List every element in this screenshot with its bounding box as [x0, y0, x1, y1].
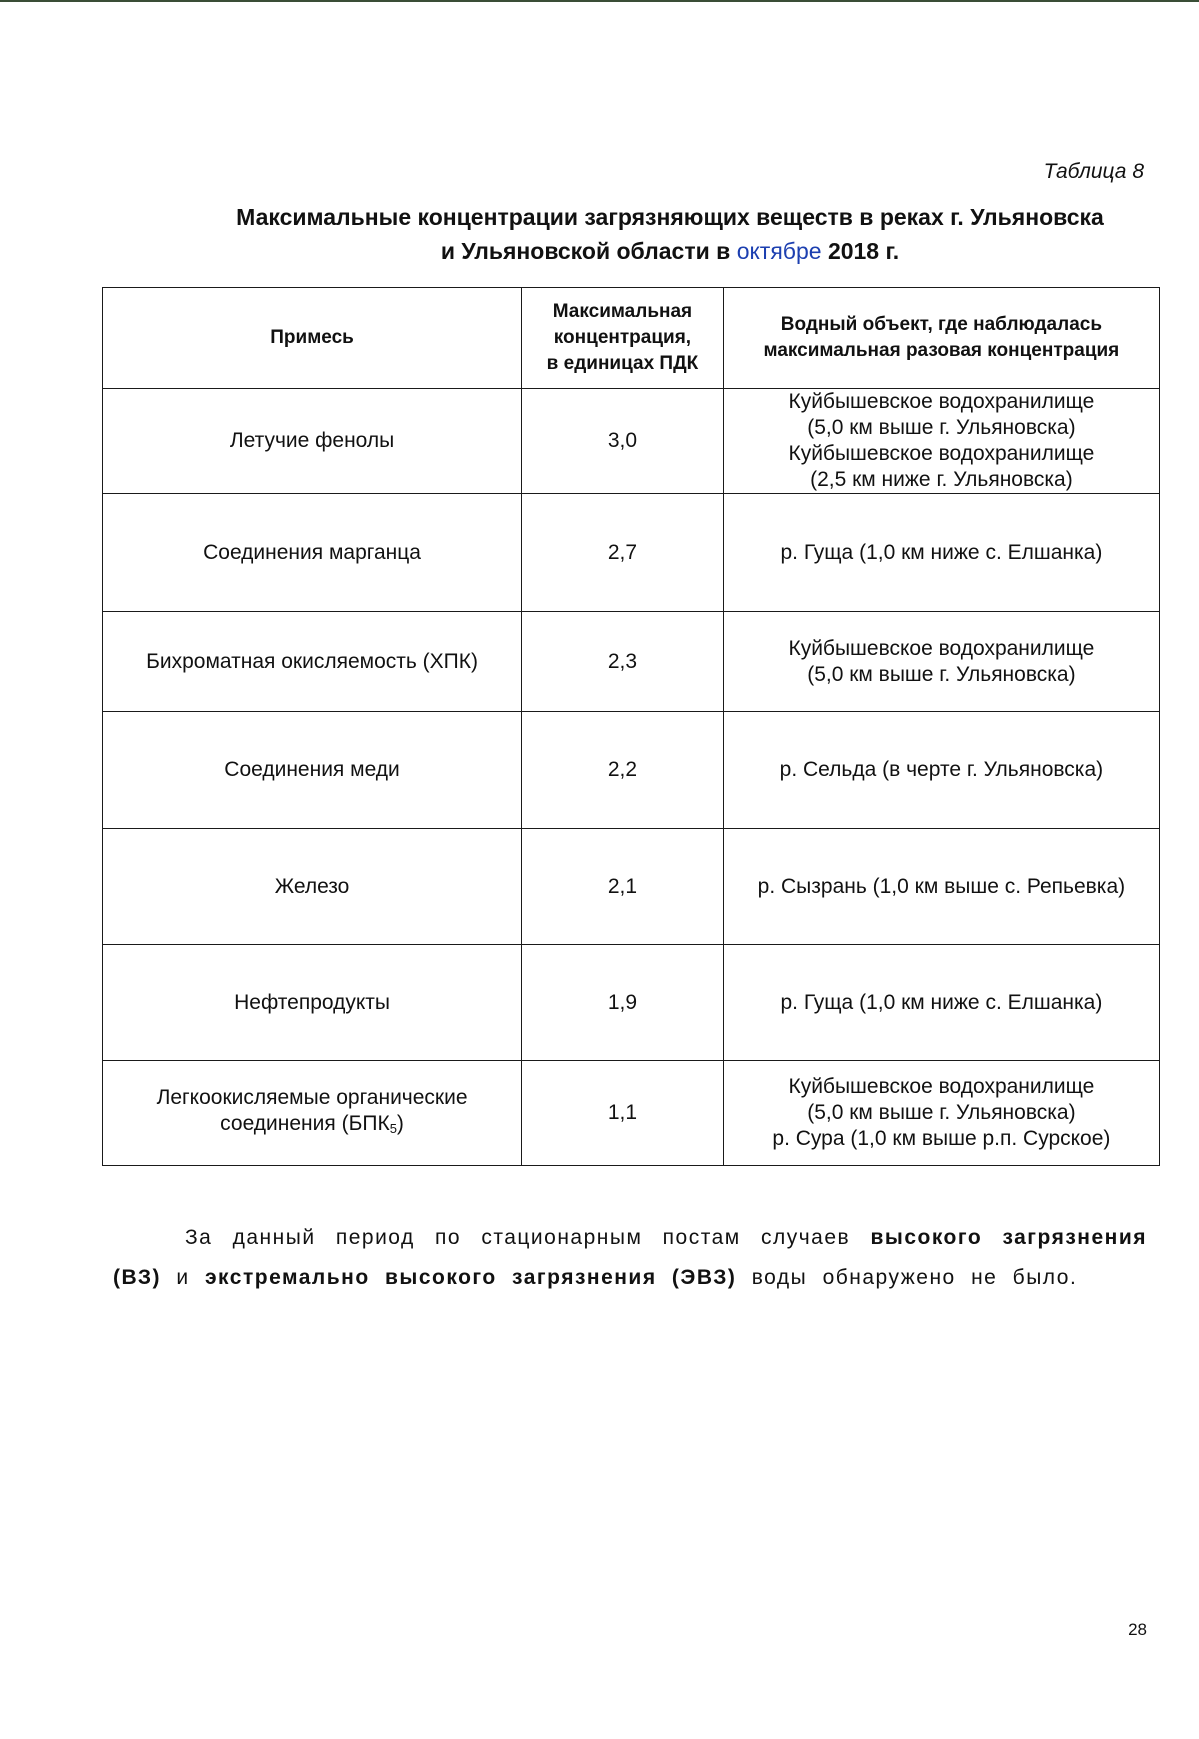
title-line-1: Максимальные концентрации загрязняющих веществ в реках г. Ульяновска: [236, 204, 1104, 230]
cell-substance: Бихроматная окисляемость (ХПК): [103, 612, 522, 712]
cell-substance: Соединения меди: [103, 712, 522, 829]
cell-substance: Железо: [103, 829, 522, 945]
subscript: 5: [389, 1120, 397, 1136]
header-max-concentration: Максимальная концентрация, в единицах ПДК: [522, 288, 724, 389]
table-header-row: [103, 288, 1160, 389]
table-row: [103, 945, 1160, 1061]
cell-value: 2,1: [522, 829, 724, 945]
cell-location: р. Сызрань (1,0 км выше с. Репьевка): [723, 829, 1159, 945]
title-month: октябре: [736, 238, 822, 264]
cell-value: 2,2: [522, 712, 724, 829]
cell-value: 1,9: [522, 945, 724, 1061]
cell-substance: Летучие фенолы: [103, 389, 522, 494]
header-substance: Примесь: [103, 288, 522, 389]
cell-location: р. Сельда (в черте г. Ульяновска): [723, 712, 1159, 829]
cell-substance: Легкоокисляемые органические соединения $(БПК_5)$: [103, 1061, 522, 1166]
header-water-body: Водный объект, где наблюдалась максимальная разовая концентрация: [723, 288, 1159, 389]
cell-substance: Соединения марганца: [103, 494, 522, 612]
cell-value: 2,3: [522, 612, 724, 712]
cell-location: р. Гуща (1,0 км ниже с. Елшанка): [723, 494, 1159, 612]
cell-location: Куйбышевское водохранилище (5,0 км выше г. Ульяновска) р. Сура (1,0 км выше р.п. Сурское): [723, 1061, 1159, 1166]
table-row: [103, 494, 1160, 612]
cell-location: р. Гуща (1,0 км ниже с. Елшанка): [723, 945, 1159, 1061]
table-row: [103, 712, 1160, 829]
title-line-2: [180, 234, 1160, 268]
cell-value: 2,7: [522, 494, 724, 612]
cell-substance: Нефтепродукты: [103, 945, 522, 1061]
title-line-2-suffix: 2018 г.: [827, 238, 900, 264]
document-title: [180, 200, 1160, 268]
table-row: [103, 1061, 1160, 1166]
scan-edge: [0, 0, 1199, 2]
summary-paragraph: За данный период по стационарным постам случаев высокого загрязнения (ВЗ) и экстремально высокого загрязнения (ЭВЗ) воды обнаружено не было.: [113, 1226, 1147, 1289]
table-row: [103, 829, 1160, 945]
cell-value: 1,1: [522, 1061, 724, 1166]
table-row: [103, 612, 1160, 712]
title-line-2-prefix: и Ульяновской области в: [440, 238, 731, 264]
bold-term-evz: экстремально высокого загрязнения (ЭВЗ): [204, 1266, 737, 1289]
bold-term-vz: высокого загрязнения (ВЗ): [113, 1226, 1147, 1289]
cell-location: Куйбышевское водохранилище (5,0 км выше г. Ульяновска) Куйбышевское водохранилище (2,5 км ниже г. Ульяновска): [723, 389, 1159, 494]
cell-location: Куйбышевское водохранилище (5,0 км выше г. Ульяновска): [723, 612, 1159, 712]
pollutants-table: [102, 287, 1160, 1166]
page-number: 28: [1128, 1620, 1147, 1639]
cell-value: 3,0: [522, 389, 724, 494]
table-row: [103, 389, 1160, 494]
table-caption: Таблица 8: [1043, 160, 1144, 183]
